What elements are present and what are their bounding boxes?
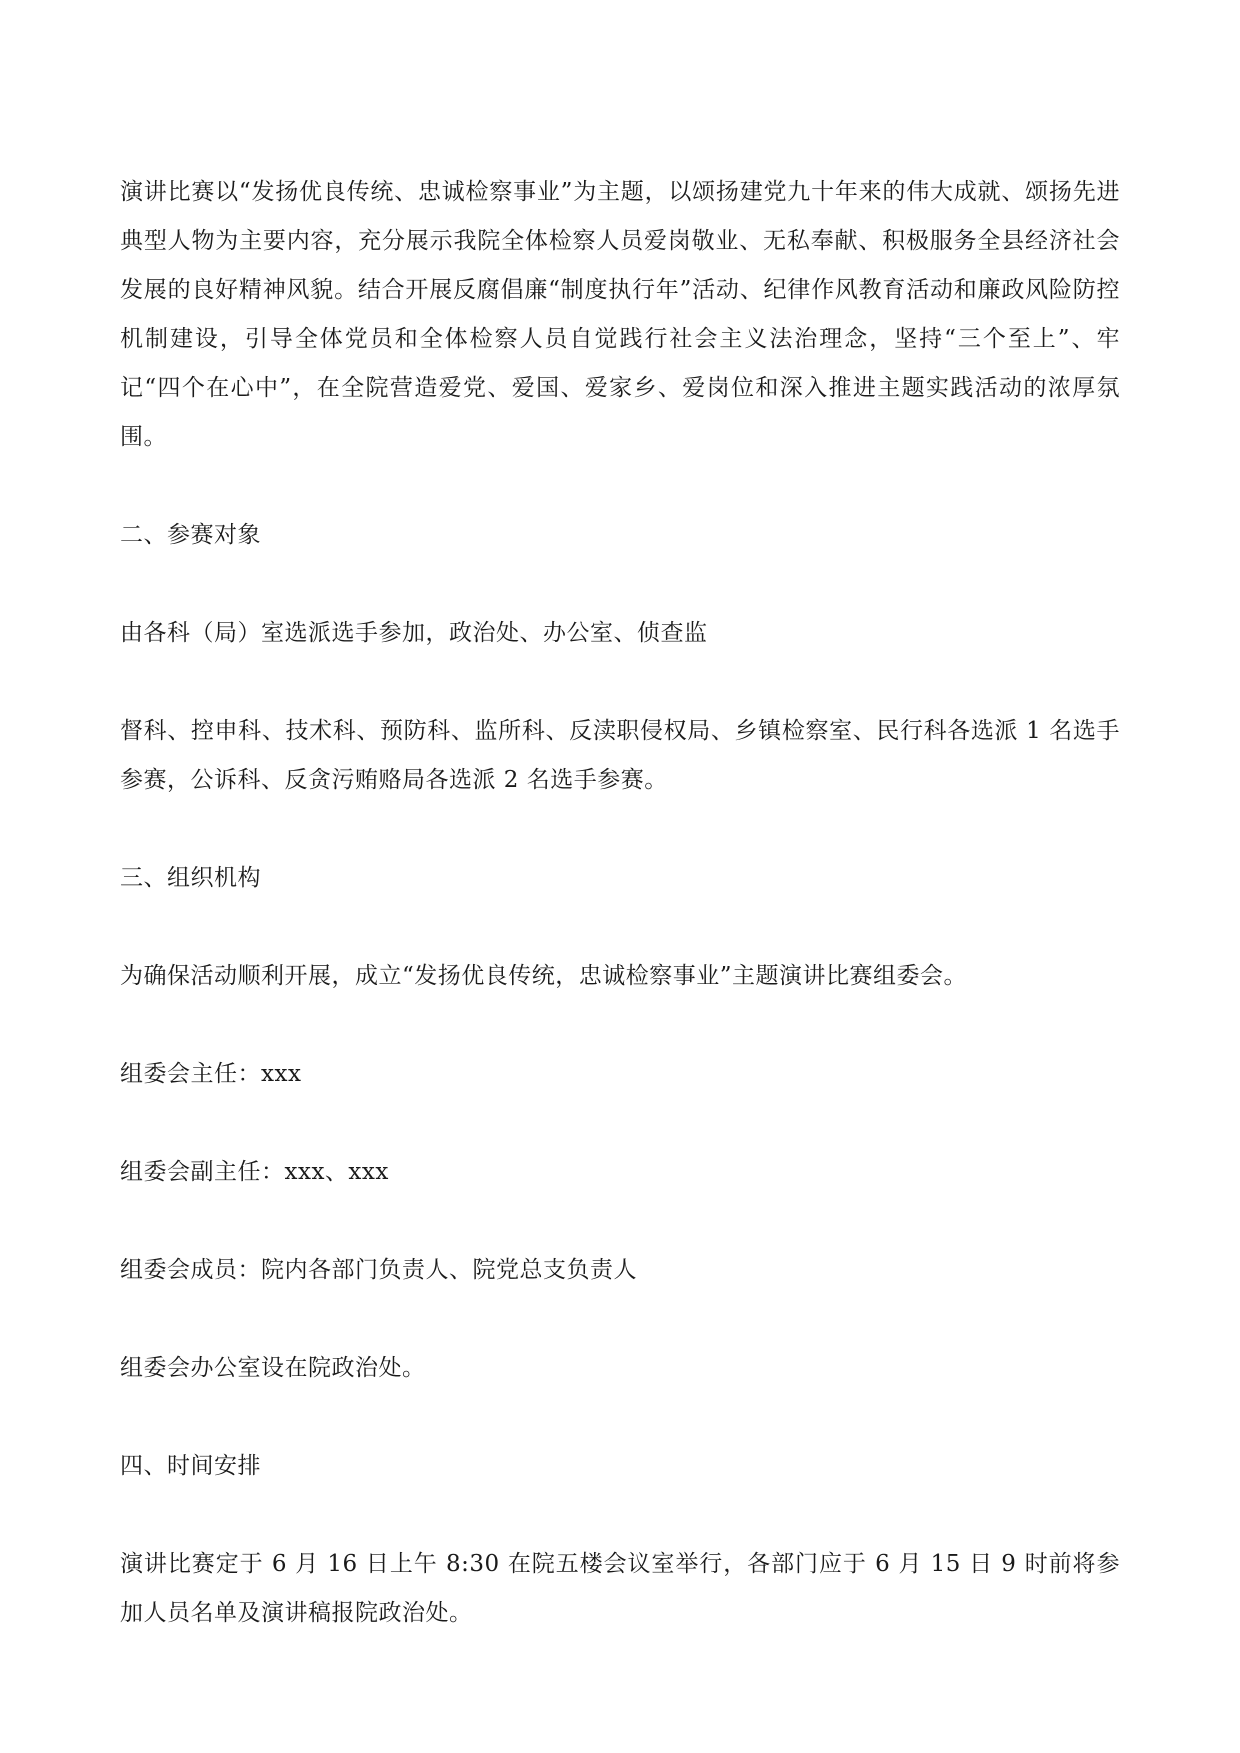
paragraph-participants-2: 督科、控申科、技术科、预防科、监所科、反渎职侵权局、乡镇检察室、民行科各选派 1 名选手参赛，公诉科、反贪污贿赂局各选派 2 名选手参赛。	[120, 718, 1120, 793]
paragraph-schedule: 演讲比赛定于 6 月 16 日上午 8:30 在院五楼会议室举行，各部门应于 6 月 15 日 9 时前将参加人员名单及演讲稿报院政治处。	[120, 1551, 1120, 1626]
paragraph-participants-1: 由各科（局）室选派选手参加，政治处、办公室、侦查监	[120, 620, 708, 646]
heading-organization: 三、组织机构	[120, 865, 261, 891]
committee-deputy-director: 组委会副主任：xxx、xxx	[120, 1159, 389, 1185]
paragraph-theme: 演讲比赛以“发扬优良传统、忠诚检察事业”为主题，以颂扬建党九十年来的伟大成就、颂扬先进典型人物为主要内容，充分展示我院全体检察人员爱岗敬业、无私奉献、积极服务全县经济社会发展的良好精神风貌。结合开展反腐倡廉“制度执行年”活动、纪律作风教育活动和廉政风险防控机制建设，引导全体党员和全体检察人员自觉践行社会主义法治理念，坚持“三个至上”、牢记“四个在心中”，在全院营造爱党、爱国、爱家乡、爱岗位和深入推进主题实践活动的浓厚氛围。	[120, 179, 1120, 450]
heading-participants: 二、参赛对象	[120, 522, 261, 548]
committee-members: 组委会成员：院内各部门负责人、院党总支负责人	[120, 1257, 637, 1283]
document-body	[120, 168, 1120, 1638]
committee-director: 组委会主任：xxx	[120, 1061, 302, 1087]
committee-office: 组委会办公室设在院政治处。	[120, 1355, 426, 1381]
paragraph-committee-intro: 为确保活动顺利开展，成立“发扬优良传统，忠诚检察事业”主题演讲比赛组委会。	[120, 963, 968, 989]
heading-schedule: 四、时间安排	[120, 1453, 261, 1479]
